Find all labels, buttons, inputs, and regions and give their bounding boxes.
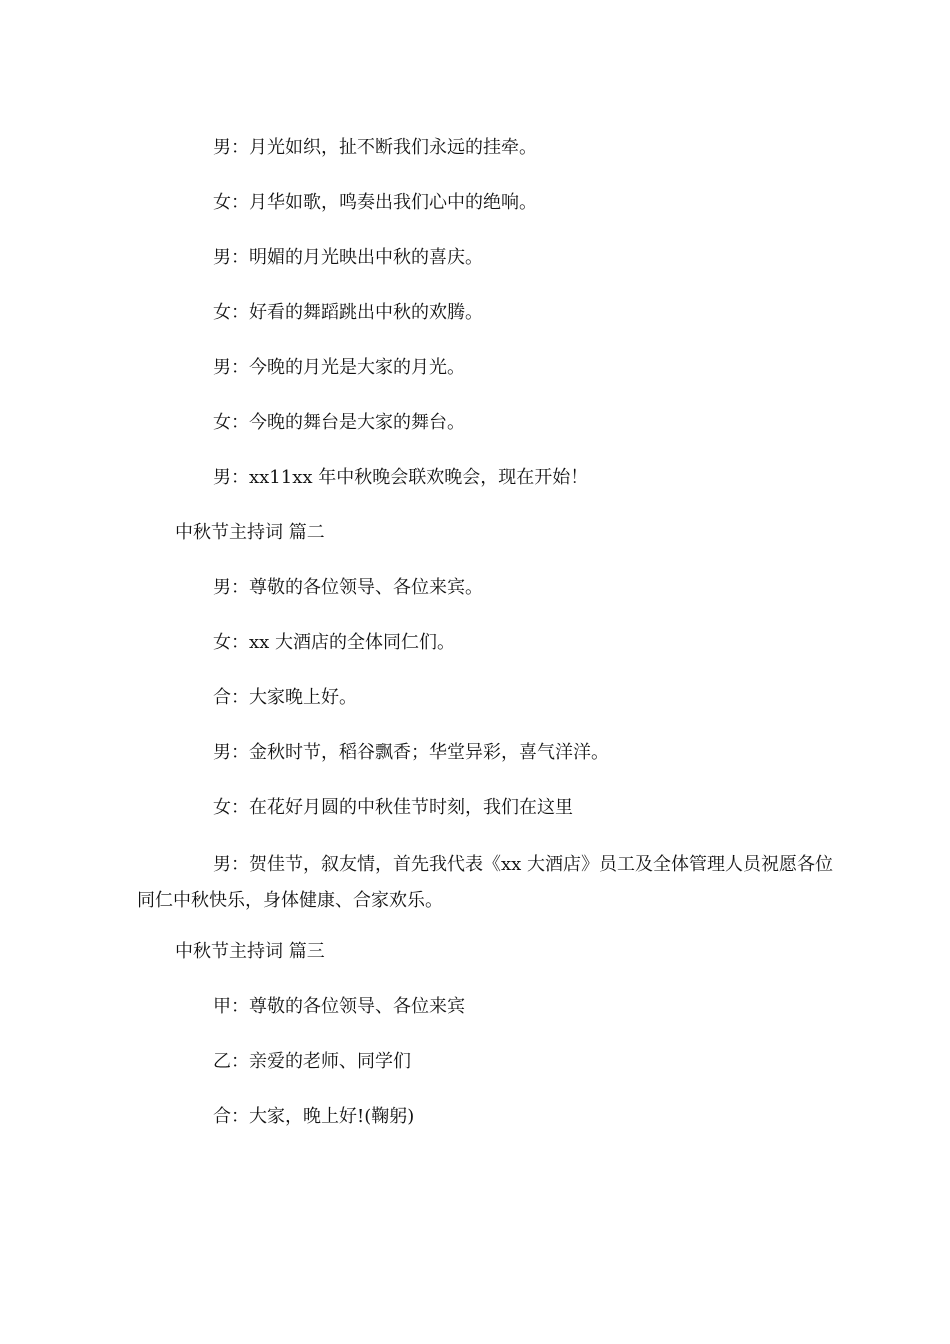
dialogue-line: 合：大家晚上好。 [213, 687, 357, 708]
dialogue-line: 男：明媚的月光映出中秋的喜庆。 [213, 247, 483, 268]
dialogue-line: 女：好看的舞蹈跳出中秋的欢腾。 [213, 302, 483, 323]
section-heading: 中秋节主持词 篇二 [175, 522, 325, 543]
dialogue-line: 乙：亲爱的老师、同学们 [213, 1051, 411, 1072]
dialogue-line: 男：今晚的月光是大家的月光。 [213, 357, 465, 378]
dialogue-line: 甲：尊敬的各位领导、各位来宾 [213, 996, 465, 1017]
dialogue-line: 男：金秋时节，稻谷飘香；华堂异彩，喜气洋洋。 [213, 742, 609, 763]
dialogue-line: 男：xx11xx 年中秋晚会联欢晚会，现在开始！ [213, 467, 589, 488]
dialogue-line: 男：尊敬的各位领导、各位来宾。 [213, 577, 483, 598]
dialogue-line: 男：月光如织，扯不断我们永远的挂牵。 [213, 137, 537, 158]
dialogue-line: 女：今晚的舞台是大家的舞台。 [213, 412, 465, 433]
dialogue-line: 女：xx 大酒店的全体同仁们。 [213, 632, 456, 653]
dialogue-line: 女：在花好月圆的中秋佳节时刻，我们在这里 [213, 797, 573, 818]
dialogue-line: 合：大家，晚上好!(鞠躬) [213, 1106, 415, 1127]
dialogue-paragraph: 男：贺佳节，叙友情，首先我代表《xx 大酒店》员工及全体管理人员祝愿各位同仁中秋快乐，身体健康、合家欢乐。 [137, 854, 834, 911]
dialogue-line: 女：月华如歌，鸣奏出我们心中的绝响。 [213, 192, 537, 213]
section-heading: 中秋节主持词 篇三 [175, 941, 325, 962]
